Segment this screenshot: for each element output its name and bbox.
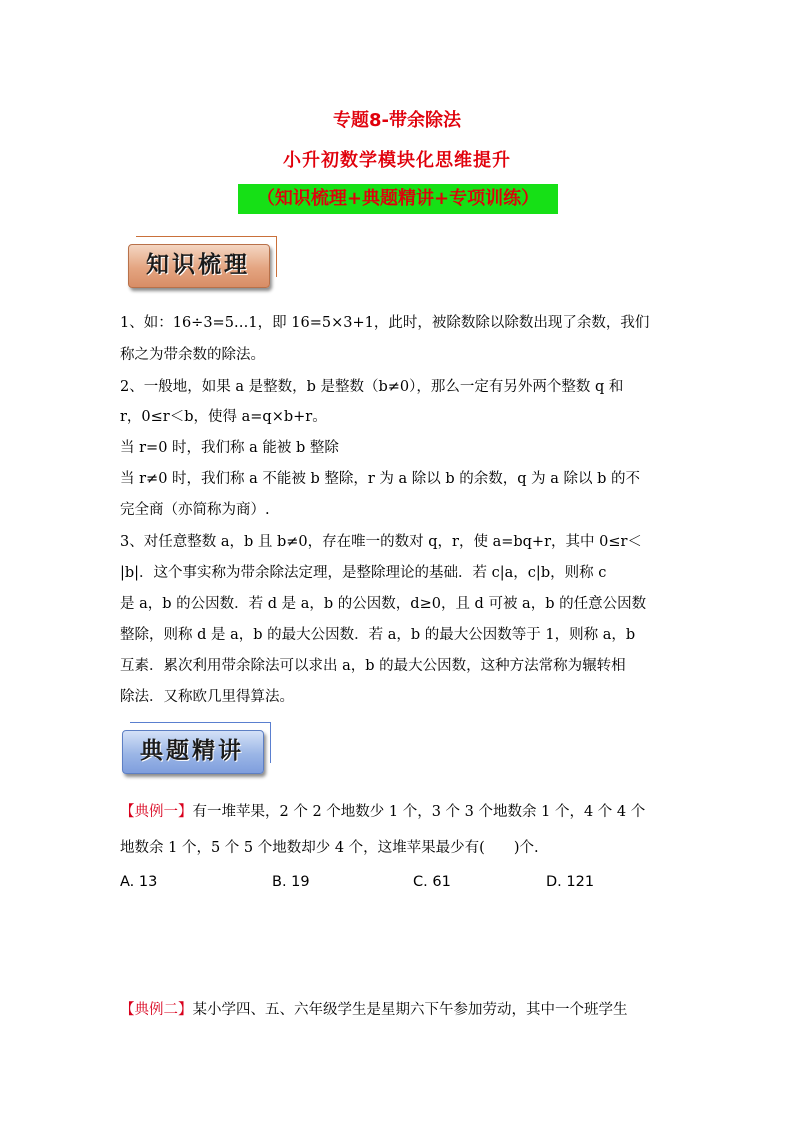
knowledge-line: 互素．累次利用带余除法可以求出 a，b 的最大公因数，这种方法常称为辗转相 xyxy=(120,658,626,674)
knowledge-line: 2、一般地，如果 a 是整数，b 是整数（b≠0），那么一定有另外两个整数 q 和 xyxy=(120,379,624,395)
section-banner-examples xyxy=(122,722,270,774)
knowledge-line: 当 r=0 时，我们称 a 能被 b 整除 xyxy=(120,440,339,456)
section-heading-examples: 典题精讲 xyxy=(140,737,244,764)
example1-tag: 【典例一】 xyxy=(120,804,193,820)
knowledge-line: 整除，则称 d 是 a，b 的最大公因数．若 a，b 的最大公因数等于 1，则称 a，b xyxy=(120,627,636,643)
section-heading-knowledge: 知识梳理 xyxy=(146,251,250,278)
example2-line1 xyxy=(120,998,628,1019)
choice-b: B. 19 xyxy=(272,874,310,890)
knowledge-line: 称之为带余数的除法。 xyxy=(120,347,265,363)
knowledge-line: 除法．又称欧几里得算法。 xyxy=(120,689,294,705)
knowledge-line: |b|．这个事实称为带余除法定理，是整除理论的基础．若 c|a，c|b，则称 c xyxy=(120,565,607,581)
choice-d: D. 121 xyxy=(546,874,595,890)
section-banner-knowledge xyxy=(128,236,276,288)
knowledge-line: 是 a，b 的公因数．若 d 是 a，b 的公因数，d≥0，且 d 可被 a，b 的任意公因数 xyxy=(120,596,647,612)
knowledge-line: 当 r≠0 时，我们称 a 不能被 b 整除，r 为 a 除以 b 的余数，q 为 a 除以 b 的不 xyxy=(120,471,641,487)
knowledge-line: r，0≤r＜b，使得 a=q×b+r。 xyxy=(120,409,327,425)
knowledge-line: 完全商（亦简称为商）. xyxy=(120,502,270,518)
choice-a: A. 13 xyxy=(120,874,158,890)
example1-line1 xyxy=(120,800,645,821)
example1-line2: 地数余 1 个，5 个 5 个地数却少 4 个，这堆苹果最少有( )个. xyxy=(120,840,539,856)
example2-tag: 【典例二】 xyxy=(120,1002,193,1018)
knowledge-line: 1、如：16÷3=5…1，即 16=5×3+1，此时，被除数除以除数出现了余数，我们 xyxy=(120,315,650,331)
choice-c: C. 61 xyxy=(413,874,451,890)
page-title: 专题8-带余除法 xyxy=(333,110,461,131)
example1-text: 有一堆苹果，2 个 2 个地数少 1 个，3 个 3 个地数余 1 个，4 个 4 个 xyxy=(192,804,646,820)
page-tagline: （知识梳理+典题精讲+专项训练） xyxy=(256,188,540,209)
knowledge-line: 3、对任意整数 a，b 且 b≠0，存在唯一的数对 q，r，使 a=bq+r，其中 0≤r＜ xyxy=(120,534,642,550)
tagline-highlight xyxy=(238,184,558,214)
page-subtitle: 小升初数学模块化思维提升 xyxy=(283,150,511,171)
example2-text: 某小学四、五、六年级学生是星期六下午参加劳动，其中一个班学生 xyxy=(192,1002,628,1018)
